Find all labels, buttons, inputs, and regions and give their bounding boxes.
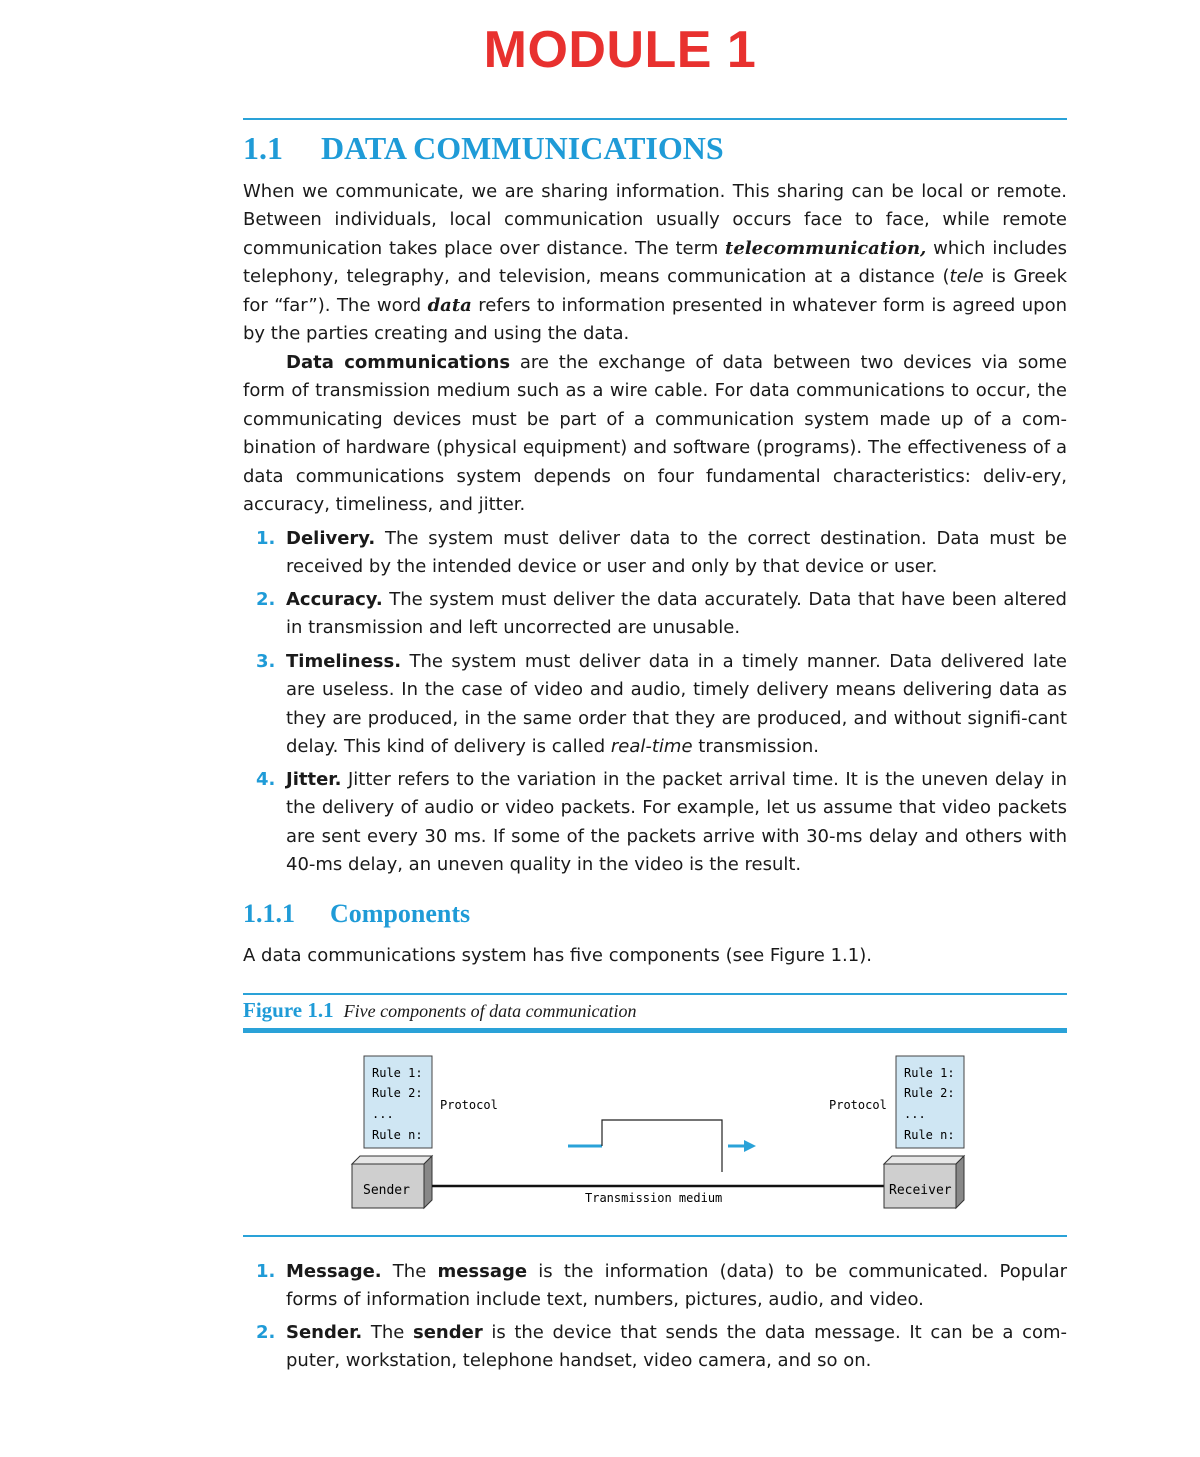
figure-title: Five components of data communication — [343, 1001, 637, 1021]
list-term: Jitter. — [286, 769, 342, 790]
figure-caption — [243, 998, 637, 1023]
receiver-protocol-label: Protocol — [829, 1098, 887, 1112]
list-text: The — [381, 1261, 438, 1282]
subsection-number: 1.1.1 — [243, 899, 295, 928]
rule-n-text: Rule n: — [904, 1128, 955, 1142]
sender-rules-box — [364, 1056, 432, 1148]
message-path — [568, 1120, 756, 1172]
section-top-rule — [243, 118, 1067, 120]
subsection-title: Components — [330, 899, 471, 928]
list-number: 4. — [256, 769, 276, 790]
list-item-message — [243, 1258, 1067, 1315]
text-run: which includes telephony, telegraphy, and television, means communication at a distance ( — [243, 237, 1067, 288]
list-number: 1. — [256, 528, 276, 549]
receiver-rules-box — [896, 1056, 964, 1148]
term-tele: tele — [949, 266, 984, 288]
text-run: is Greek for “far”). The word — [243, 266, 1067, 316]
section-number: 1.1 — [243, 130, 283, 166]
text-run: refers to information presented in whatever form is agreed upon by the parties creating and using the data. — [243, 294, 1067, 345]
list-text: The system must deliver the data accurately. Data that have been altered in transmission and left uncorrected are unusable. — [286, 589, 1067, 639]
list-number: 3. — [256, 651, 276, 672]
receiver-label: Receiver — [889, 1183, 952, 1198]
rule-ellipsis-text: ... — [904, 1107, 926, 1121]
list-text: is the information (data) to be communicated. Popular forms of information include text, numbers, pictures, audio, and video. — [286, 1261, 1068, 1311]
figure-caption-rule — [243, 1028, 1067, 1033]
list-text: transmission. — [692, 736, 819, 758]
term-data-communications: Data communications — [286, 352, 511, 373]
list-term: Delivery. — [286, 528, 376, 549]
sender-device — [352, 1156, 432, 1208]
list-term: Timeliness. — [286, 651, 402, 672]
rule-ellipsis-text: ... — [372, 1107, 394, 1121]
subsection-heading — [243, 899, 470, 929]
components-intro: A data communications system has five components (see Figure 1.1). — [243, 945, 872, 966]
list-text: The system must deliver data to the correct destination. Data must be received by the intended device or user and only by that device or user. — [286, 528, 1067, 578]
list-item-timeliness — [243, 648, 1067, 762]
list-number: 2. — [256, 589, 276, 610]
sender-label: Sender — [363, 1183, 410, 1198]
term-data: data — [427, 294, 472, 316]
list-item-delivery — [243, 525, 1067, 582]
term-sender: sender — [412, 1322, 483, 1343]
module-title: MODULE 1 — [483, 21, 757, 79]
rule-n-text: Rule n: — [372, 1128, 423, 1142]
term-real-time: real-time — [610, 736, 693, 758]
rule-2-text: Rule 2: — [372, 1086, 423, 1100]
rule-1-text: Rule 1: — [904, 1066, 955, 1080]
list-number: 1. — [256, 1261, 276, 1282]
list-item-accuracy — [243, 586, 1067, 643]
rule-1-text: Rule 1: — [372, 1066, 423, 1080]
list-text: Jitter refers to the variation in the packet arrival time. It is the uneven delay in the delivery of audio or video packets. For example, let us assume that video packets are sent every 30 ms. If some of the packets arrive with 30-ms delay and others with 40-ms delay, an uneven quality in the video is the result. — [286, 769, 1067, 876]
sender-protocol-label: Protocol — [440, 1098, 498, 1112]
list-text: is the device that sends the data message. It can be a com-puter, workstation, telephone handset, video camera, and so on. — [286, 1322, 1068, 1372]
section-title: DATA COMMUNICATIONS — [321, 130, 724, 166]
text-run: are the exchange of data between two devices via some form of transmission medium such as a wire cable. For data communications to occur, the communicating devices must be part of a communication system made up of a com-bination of hardware (physical equipment) and software (programs). The effectiveness of a data communications system depends on four fundamental characteristics: deliv-ery, accuracy, timeliness, and jitter. — [243, 352, 1067, 516]
figure-diagram — [0, 1040, 1200, 1240]
list-term: Sender. — [286, 1322, 363, 1343]
transmission-medium-label: Transmission medium — [585, 1191, 723, 1205]
list-term: Message. — [286, 1261, 382, 1282]
intro-paragraph-2 — [243, 349, 1067, 519]
list-item-sender — [243, 1319, 1067, 1376]
term-telecommunication: telecommunication, — [725, 237, 927, 259]
list-number: 2. — [256, 1322, 276, 1343]
section-heading — [243, 130, 724, 167]
rule-2-text: Rule 2: — [904, 1086, 955, 1100]
figure-bottom-rule — [243, 1235, 1067, 1237]
list-term: Accuracy. — [286, 589, 383, 610]
receiver-device — [884, 1156, 964, 1208]
list-item-jitter — [243, 766, 1067, 880]
figure-top-rule — [243, 993, 1067, 995]
intro-paragraph-1 — [243, 178, 1067, 348]
term-message: message — [437, 1261, 528, 1282]
list-text: The system must deliver data in a timely manner. Data delivered late are useless. In the case of video and audio, timely delivery means delivering data as they are produced, in the same order that they are produced, and without signifi-cant delay. This kind of delivery is called — [286, 651, 1067, 758]
list-text: The — [362, 1322, 413, 1343]
text-run: When we communicate, we are sharing information. This sharing can be local or remote. Between individuals, local communication usually occurs face to face, while remote communication takes place over distance. The term — [243, 181, 1067, 259]
figure-label: Figure 1.1 — [243, 998, 334, 1022]
